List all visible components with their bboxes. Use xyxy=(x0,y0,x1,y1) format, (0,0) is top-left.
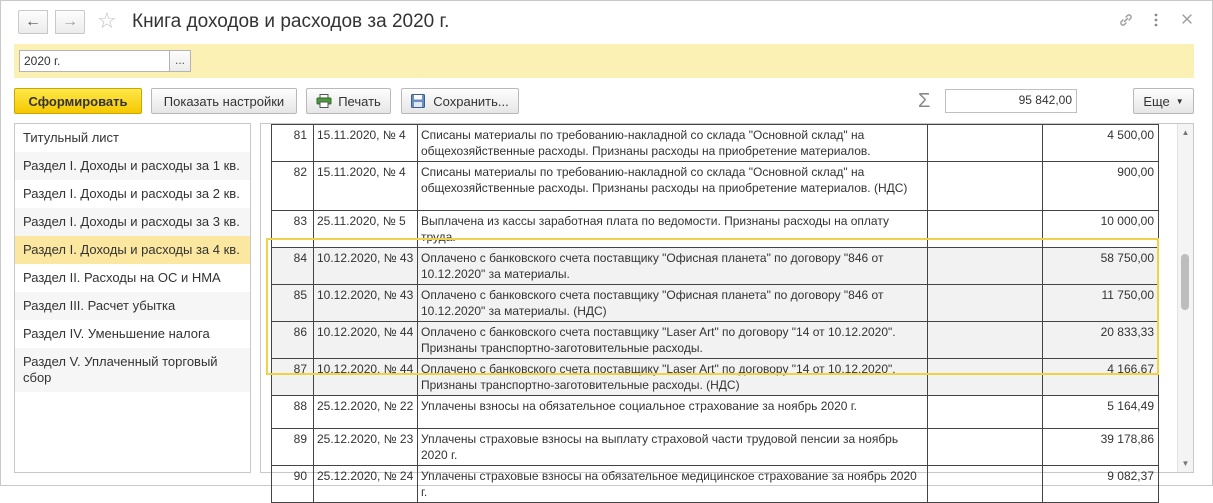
row-amount: 4 500,00 xyxy=(1043,125,1159,162)
table-row[interactable] xyxy=(272,125,1159,162)
scroll-down-icon[interactable]: ▼ xyxy=(1181,459,1190,468)
row-amount: 58 750,00 xyxy=(1043,248,1159,285)
more-button[interactable] xyxy=(1133,88,1194,114)
row-date: 25.12.2020, № 24 xyxy=(314,466,418,503)
sum-value-field: 95 842,00 xyxy=(945,89,1077,113)
row-date: 15.11.2020, № 4 xyxy=(314,125,418,162)
row-number: 86 xyxy=(272,322,314,359)
row-extra xyxy=(928,322,1043,359)
row-amount: 9 082,37 xyxy=(1043,466,1159,503)
row-date: 10.12.2020, № 44 xyxy=(314,359,418,396)
scroll-up-icon[interactable]: ▲ xyxy=(1181,128,1190,137)
period-input[interactable]: 2020 г. xyxy=(19,50,171,72)
row-number: 90 xyxy=(272,466,314,503)
vertical-scrollbar[interactable] xyxy=(1177,124,1193,472)
row-description: Оплачено с банковского счета поставщику "Laser Art" по договору "14 от 10.12.2020". Признаны транспортно-заготовительные расходы. xyxy=(418,322,928,359)
print-button[interactable] xyxy=(306,88,391,114)
period-select-button[interactable]: ... xyxy=(169,50,191,72)
row-number: 83 xyxy=(272,211,314,248)
period-bar xyxy=(14,44,1194,78)
row-extra xyxy=(928,466,1043,503)
row-description: Выплачена из кассы заработная плата по ведомости. Признаны расходы на оплату труда. xyxy=(418,211,928,248)
more-button-label: Еще xyxy=(1143,93,1170,109)
row-extra xyxy=(928,125,1043,162)
row-extra xyxy=(928,211,1043,248)
row-description: Оплачено с банковского счета поставщику "Laser Art" по договору "14 от 10.12.2020". Признаны транспортно-заготовительные расходы. (НДС) xyxy=(418,359,928,396)
generate-button[interactable] xyxy=(14,88,142,114)
row-number: 88 xyxy=(272,396,314,429)
row-amount: 5 164,49 xyxy=(1043,396,1159,429)
row-number: 82 xyxy=(272,162,314,211)
favorite-star-icon[interactable]: ☆ xyxy=(97,8,117,33)
print-button-label: Печать xyxy=(338,93,381,109)
section-income-q2[interactable]: Раздел I. Доходы и расходы за 2 кв. xyxy=(15,180,250,208)
row-amount: 10 000,00 xyxy=(1043,211,1159,248)
close-icon[interactable] xyxy=(1181,12,1193,31)
save-button[interactable] xyxy=(401,88,519,114)
arrow-right-icon: → xyxy=(62,13,78,30)
section-income-q3[interactable]: Раздел I. Доходы и расходы за 3 кв. xyxy=(15,208,250,236)
title-bar xyxy=(1,1,1212,43)
generate-button-label: Сформировать xyxy=(28,93,128,109)
table-row[interactable] xyxy=(272,211,1159,248)
row-description: Оплачено с банковского счета поставщику "Офисная планета" по договору "846 от 10.12.2020" за материалы. (НДС) xyxy=(418,285,928,322)
row-number: 81 xyxy=(272,125,314,162)
printer-icon xyxy=(316,94,332,108)
table-row[interactable] xyxy=(272,359,1159,396)
table-row[interactable] xyxy=(272,396,1159,429)
row-description: Уплачены страховые взносы на выплату страховой части трудовой пенсии за ноябрь 2020 г. xyxy=(418,429,928,466)
section-loss-calc[interactable]: Раздел III. Расчет убытка xyxy=(15,292,250,320)
more-vertical-icon[interactable] xyxy=(1153,12,1159,33)
sum-icon: Σ xyxy=(918,90,931,112)
forward-button[interactable] xyxy=(55,10,85,34)
row-extra xyxy=(928,285,1043,322)
row-amount: 900,00 xyxy=(1043,162,1159,211)
row-amount: 11 750,00 xyxy=(1043,285,1159,322)
row-description: Уплачены взносы на обязательное социальное страхование за ноябрь 2020 г. xyxy=(418,396,928,429)
row-extra xyxy=(928,248,1043,285)
table-row[interactable] xyxy=(272,466,1159,503)
row-description: Уплачены страховые взносы на обязательное медицинское страхование за ноябрь 2020 г. xyxy=(418,466,928,503)
save-button-label: Сохранить... xyxy=(433,93,509,109)
row-number: 87 xyxy=(272,359,314,396)
row-description: Оплачено с банковского счета поставщику "Офисная планета" по договору "846 от 10.12.2020" за материалы. xyxy=(418,248,928,285)
row-number: 85 xyxy=(272,285,314,322)
report-area xyxy=(260,123,1194,499)
row-extra xyxy=(928,396,1043,429)
row-description: Списаны материалы по требованию-накладной со склада "Основной склад" на общехозяйственные расходы. Признаны расходы на приобретение материалов. xyxy=(418,125,928,162)
section-fixed-assets[interactable]: Раздел II. Расходы на ОС и НМА xyxy=(15,264,250,292)
floppy-disk-icon xyxy=(411,94,427,108)
row-amount: 20 833,33 xyxy=(1043,322,1159,359)
scrollbar-thumb[interactable] xyxy=(1181,254,1189,310)
link-icon[interactable] xyxy=(1118,12,1134,33)
section-income-q1[interactable]: Раздел I. Доходы и расходы за 1 кв. xyxy=(15,152,250,180)
page-title: Книга доходов и расходов за 2020 г. xyxy=(132,11,450,32)
row-date: 10.12.2020, № 43 xyxy=(314,248,418,285)
row-number: 89 xyxy=(272,429,314,466)
row-description: Списаны материалы по требованию-накладной со склада "Основной склад" на общехозяйственные расходы. Признаны расходы на приобретение материалов. (НДС) xyxy=(418,162,928,211)
table-row[interactable] xyxy=(272,322,1159,359)
row-date: 10.12.2020, № 43 xyxy=(314,285,418,322)
row-date: 25.11.2020, № 5 xyxy=(314,211,418,248)
row-amount: 39 178,86 xyxy=(1043,429,1159,466)
row-extra xyxy=(928,359,1043,396)
arrow-left-icon: ← xyxy=(25,13,41,30)
section-income-q4[interactable]: Раздел I. Доходы и расходы за 4 кв. xyxy=(15,236,250,264)
row-extra xyxy=(928,429,1043,466)
dropdown-caret-icon: ▼ xyxy=(1175,96,1184,106)
section-trade-fee[interactable]: Раздел V. Уплаченный торговый сбор xyxy=(15,348,250,392)
table-row[interactable] xyxy=(272,429,1159,466)
sections-list xyxy=(14,123,251,473)
row-date: 25.12.2020, № 23 xyxy=(314,429,418,466)
table-row[interactable] xyxy=(272,248,1159,285)
back-button[interactable] xyxy=(18,10,48,34)
row-number: 84 xyxy=(272,248,314,285)
row-extra xyxy=(928,162,1043,211)
table-row[interactable] xyxy=(272,162,1159,211)
table-row[interactable] xyxy=(272,285,1159,322)
row-date: 10.12.2020, № 44 xyxy=(314,322,418,359)
row-amount: 4 166,67 xyxy=(1043,359,1159,396)
show-settings-button[interactable] xyxy=(151,88,297,114)
row-date: 15.11.2020, № 4 xyxy=(314,162,418,211)
row-date: 25.12.2020, № 22 xyxy=(314,396,418,429)
section-title-page[interactable]: Титульный лист xyxy=(15,124,250,152)
report-table xyxy=(271,124,1159,503)
section-tax-reduction[interactable]: Раздел IV. Уменьшение налога xyxy=(15,320,250,348)
show-settings-label: Показать настройки xyxy=(163,93,285,109)
